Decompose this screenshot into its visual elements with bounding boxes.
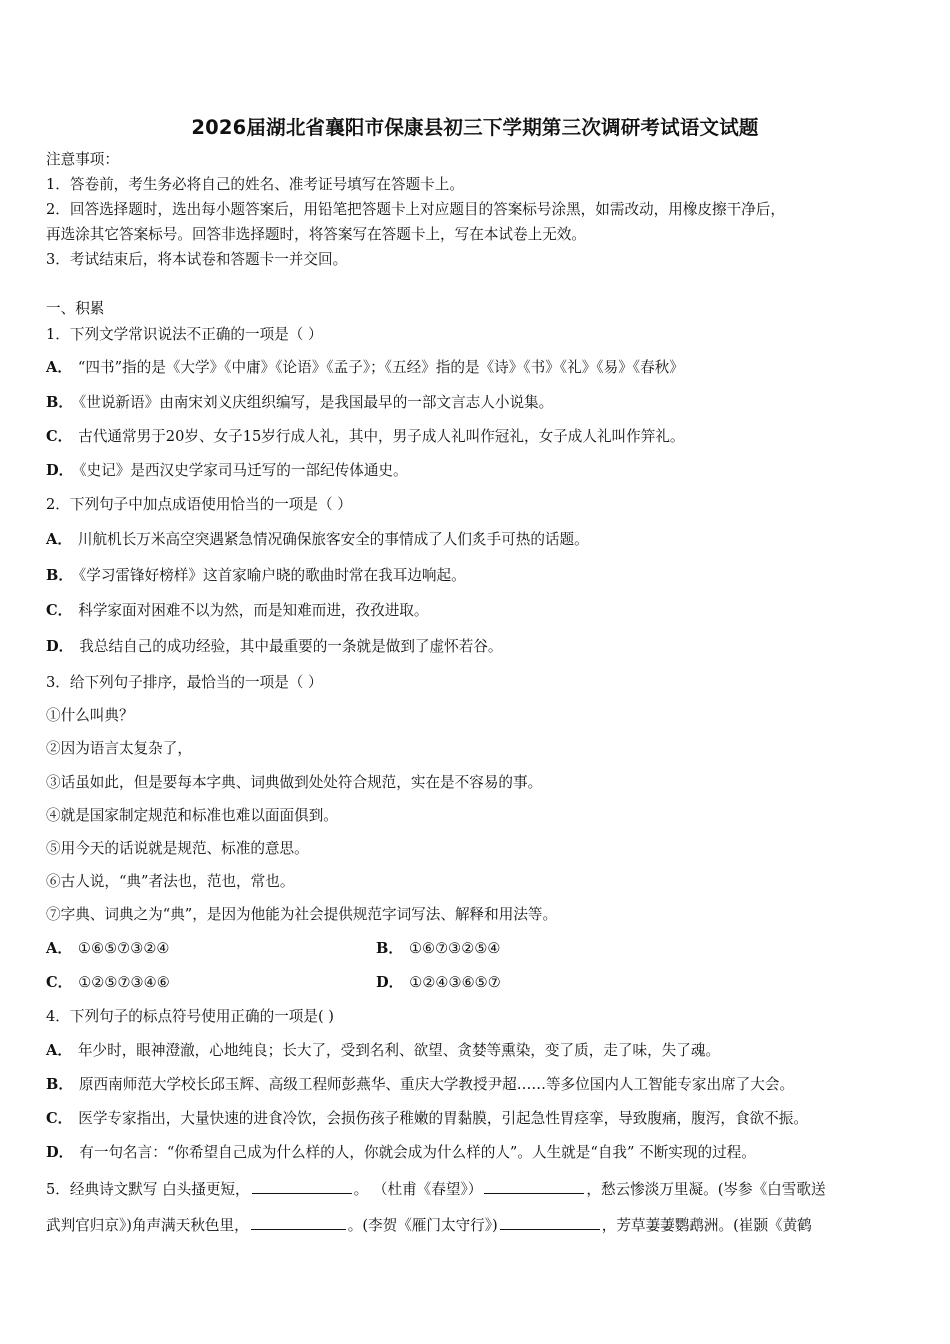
option-text: 《史记》是西汉史学家司马迁写的一部纪传体通史。 <box>79 462 408 479</box>
section-heading: 一、积累 <box>46 300 105 317</box>
option-label: A． <box>46 359 72 376</box>
option-row <box>46 1075 794 1095</box>
notice-item: 1．答卷前，考生务必将自己的姓名、准考证号填写在答题卡上。 <box>46 176 464 193</box>
option-row <box>46 427 685 447</box>
sentence: ⑦字典、词典之为“典”，是因为他能为社会提供规范字词写法、解释和用法等。 <box>46 906 558 923</box>
option-text: 《世说新语》由南宋刘义庆组织编写，是我国最早的一部文言志人小说集。 <box>78 394 554 411</box>
option-text: 医学专家指出，大量快速的进食冷饮，会损伤孩子稚嫩的胃黏膜，引起急性胃痉挛，导致腹痛，腹泻，食欲不振。 <box>78 1110 808 1127</box>
option-label: D． <box>376 974 404 991</box>
option-row <box>46 601 428 621</box>
option-label: C． <box>46 428 73 445</box>
option-label: B． <box>46 1076 73 1093</box>
option-row <box>46 358 684 378</box>
poem-text: ，愁云惨淡万里凝。(岑参《白雪歌送 <box>586 1181 826 1198</box>
option-row <box>376 973 501 993</box>
option-row <box>46 1143 756 1163</box>
option-row <box>46 1041 720 1061</box>
answer-blank[interactable] <box>484 1179 584 1194</box>
option-row <box>376 939 501 959</box>
option-label: A． <box>46 940 72 957</box>
option-row <box>46 461 408 481</box>
option-label: D． <box>46 462 74 479</box>
option-row <box>46 1109 808 1129</box>
option-label: B． <box>46 567 73 584</box>
option-label: D． <box>46 1144 74 1161</box>
option-text: “四书”指的是《大学》《中庸》《论语》《孟子》；《五经》指的是《诗》《书》《礼》《易》《春秋》 <box>77 359 684 376</box>
notice-item: 3．考试结束后，将本试卷和答题卡一并交回。 <box>46 251 348 268</box>
option-label: C． <box>46 974 73 991</box>
option-text: 我总结自己的成功经验，其中最重要的一条就是做到了虚怀若谷。 <box>79 638 503 655</box>
sentence: ②因为语言太复杂了， <box>46 740 192 757</box>
option-text: 《学习雷锋好榜样》这首家喻户晓的歌曲时常在我耳边响起。 <box>78 567 466 584</box>
option-text: 年少时，眼神澄澈，心地纯良；长大了，受到名利、欲望、贪婪等熏染，变了质，走了味，失了魂。 <box>77 1042 721 1059</box>
question-stem: 3．给下列句子排序，最恰当的一项是（ ） <box>46 674 323 691</box>
option-row <box>46 530 589 550</box>
fill-blank-line <box>46 1179 826 1200</box>
option-label: A． <box>46 1042 72 1059</box>
option-row <box>46 973 170 993</box>
notice-item: 再选涂其它答案标号。回答非选择题时，将答案写在答题卡上，写在本试卷上无效。 <box>46 226 586 243</box>
option-row <box>46 566 466 586</box>
sentence: ①什么叫典？ <box>46 707 134 724</box>
answer-blank[interactable] <box>500 1215 600 1230</box>
answer-blank[interactable] <box>251 1215 346 1230</box>
option-text: ①②⑤⑦③④⑥ <box>78 974 170 991</box>
question-stem: 2．下列句子中加点成语使用恰当的一项是（ ） <box>46 496 352 513</box>
option-text: 科学家面对困难不以为然，而是知难而进，孜孜进取。 <box>78 602 429 619</box>
option-label: B． <box>46 394 73 411</box>
option-label: D． <box>46 638 74 655</box>
option-row <box>46 939 170 959</box>
option-text: 原西南师范大学校长邱玉辉、高级工程师彭燕华、重庆大学教授尹超……等多位国内人工智能专家出席了大会。 <box>78 1076 795 1093</box>
option-label: C． <box>46 602 73 619</box>
option-label: B． <box>376 940 403 957</box>
option-text: ①⑥⑤⑦③②④ <box>77 940 170 957</box>
option-text: 古代通常男于20岁、女子15岁行成人礼，其中，男子成人礼叫作冠礼，女子成人礼叫作笄礼。 <box>78 428 685 445</box>
poem-text: 武判官归京》)角声满天秋色里， <box>46 1217 249 1234</box>
poem-text: 。 （杜甫《春望》） <box>353 1181 483 1198</box>
sentence: ③话虽如此，但是要每本字典、词典做到处处符合规范，实在是不容易的事。 <box>46 774 543 791</box>
sentence: ⑥古人说，“典”者法也，范也，常也。 <box>46 873 295 890</box>
option-label: C． <box>46 1110 73 1127</box>
answer-blank[interactable] <box>252 1179 352 1194</box>
option-row <box>46 637 502 657</box>
option-text: 有一句名言：“你希望自己成为什么样的人，你就会成为什么样的人”。人生就是“自我” 不断实现的过程。 <box>79 1144 756 1161</box>
poem-text: ，芳草萋萋鹦鹉洲。(崔颢《黄鹤 <box>601 1217 812 1234</box>
question-stem: 1．下列文学常识说法不正确的一项是（ ） <box>46 326 323 343</box>
fill-blank-line <box>46 1215 812 1236</box>
page-title: 2026届湖北省襄阳市保康县初三下学期第三次调研考试语文试题 <box>191 116 759 139</box>
option-text: ①②④③⑥⑤⑦ <box>409 974 501 991</box>
option-label: A． <box>46 531 72 548</box>
notice-heading: 注意事项： <box>46 151 119 168</box>
sentence: ⑤用今天的话说就是规范、标准的意思。 <box>46 840 309 857</box>
option-text: ①⑥⑦③②⑤④ <box>408 940 501 957</box>
notice-item: 2．回答选择题时，选出每小题答案后，用铅笔把答题卡上对应题目的答案标号涂黑，如需改动，用橡皮擦干净后， <box>46 201 785 218</box>
question-stem: 4．下列句子的标点符号使用正确的一项是( ) <box>46 1008 335 1025</box>
sentence: ④就是国家制定规范和标准也难以面面俱到。 <box>46 807 338 824</box>
option-text: 川航机长万米高空突遇紧急情况确保旅客安全的事情成了人们炙手可热的话题。 <box>77 531 589 548</box>
poem-text: 5．经典诗文默写 白头搔更短， <box>46 1181 250 1198</box>
poem-text: 。(李贺《雁门太守行》) <box>347 1217 498 1234</box>
option-row <box>46 393 553 413</box>
